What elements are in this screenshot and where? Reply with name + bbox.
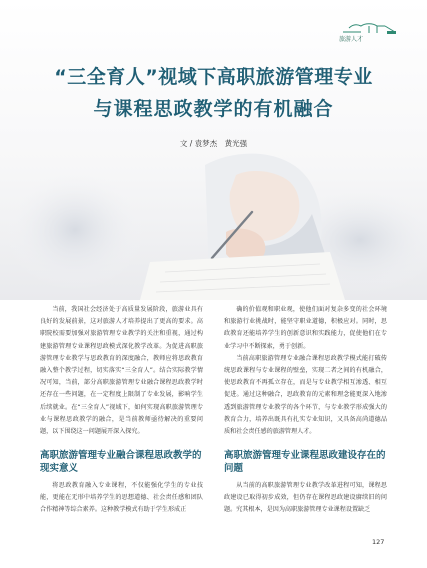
section1-paragraph: 将思政教育融入专业课程，不仅能强化学生的专业技能，更能在无形中培养学生的思想道德、社会责任感和团队合作精神等综合素养。这种教学模式有助于学生形成正 [40,482,203,514]
intro-paragraph: 当前，我国社会经济处于高质量发展阶段，旅游业具有良好的发展前景，这对旅游人才培养提出了更高的要求。高职院校需要加强对旅游管理专业教学的关注和重视，通过构建旅游管理专业课程思政模式深化教学改革。为促进高职旅游管理专业教学与思政教育的深度融合，教师应将思政教育融入整个教学过程，切实落实“三全育人”。结合实际教学情况可知，当前，部分高职旅游管理专业融合课程思政教学时还存在一些问题，在一定程度上限制了专业发展，影响学生后续就业。在“三全育人”视域下，如何实现高职旅游管理专业与课程思政教学的融合，是当前教师亟待解决的重要问题，以下围绕这一问题展开深入探究。 [40,306,203,436]
intro-column-left [40,304,203,438]
body-paragraph-1: 确的价值观和职业观，使他们面对复杂多变的社会环境和旅游行业挑战时，能坚守职业道德，积极应对。同时，思政教育还能培养学生的创新意识和实践能力，促使他们在专业学习中不断探索，勇于创新。 [224,306,387,350]
page-number: 127 [372,538,385,546]
article-title [0,64,427,122]
section-heading-problems: 高职旅游管理专业课程思政建设存在的问题 [224,450,386,474]
section1-column [40,480,203,517]
section-label: 旅游人才 [339,36,364,43]
author-line: 文 / 袁梦杰 黄光强 [179,139,248,148]
section-heading-significance: 高职旅游管理专业融合课程思政教学的现实意义 [40,450,202,474]
title-line-2: 与课程思政教学的有机融合 [93,98,334,120]
title-line-1: “三全育人”视域下高职旅游管理专业 [54,66,373,88]
section-tag [339,22,399,48]
section2-paragraph: 从当前的高职旅游管理专业教学改革进程可知，课程思政建设已取得初步成效，但仍存在课程思政建设赓续旧的问题。究其根本，是因为高职旅游管理专业课程设置缺乏 [224,482,387,514]
body-paragraph-2: 当前高职旅游管理专业融合课程思政教学模式能打破传统思政课程与专业课程的壁垒，实现二者之间的有机融合，使思政教育不再孤立存在，而是与专业教学相互渗透、相互促进。通过这种融合，思政教育的元素和理念能更深入地渗透到旅游管理专业教学的各个环节，与专业教学形成强大的教育合力，培养出既具有扎实专业知识，又具备高尚道德品质和社会责任感的旅游管理人才。 [224,354,387,436]
intro-column-right [224,304,387,438]
section2-column [224,480,387,517]
